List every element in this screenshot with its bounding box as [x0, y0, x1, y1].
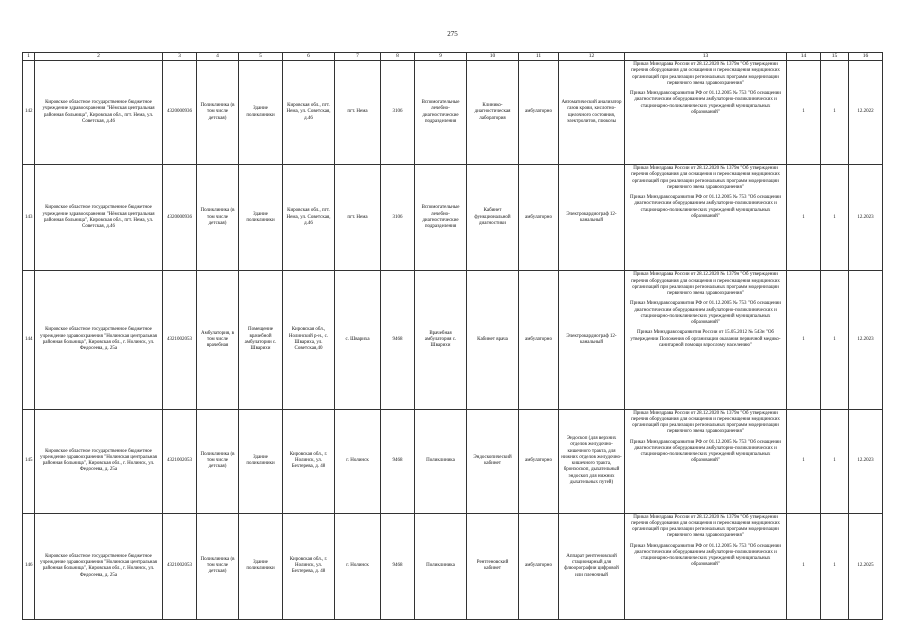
regulation-cell — [625, 165, 787, 271]
col-header: 16 — [849, 53, 883, 61]
unit-cell: Врачебная амбулатория с. Шварихи — [415, 271, 467, 409]
room-cell: Рентгеновский кабинет — [467, 513, 519, 619]
organization-cell: Кировское областное государственное бюджетное учреждение здравоохранения "Нолинская центральная районная больница", Кировская обл., г. Нолинск, ул. Федосеева, д. 25а — [35, 271, 163, 409]
regulation-text: Приказ Минздрава России от 28.12.2020 № 1379н "Об утверждении перечня оборудования для оснащения и переоснащения медицинских организаций при реализации региональных программ модернизации первичного звена здравоохранения" — [631, 62, 780, 86]
room-cell: Кабинет функциональной диагностики — [467, 165, 519, 271]
quantity-cell: 1 — [787, 271, 821, 409]
col-header: 8 — [381, 53, 415, 61]
row-number: 146 — [23, 513, 35, 619]
regulation-text: Приказ Минздравсоцразвития РФ от 01.12.2005 № 753 "Об оснащении диагностическим оборудованием амбулаторно-поликлинических и стационарно-поликлинических учреждений муниципальных образований" — [630, 301, 781, 326]
organization-cell: Кировское областное государственное бюджетное учреждение здравоохранения "Нёмская центральная районная больница", Кировская обл., пгт. Нема, ул. Советская, д.46 — [35, 61, 163, 165]
equipment-table — [22, 52, 883, 620]
facility-type-cell: Поликлиника (в том числе детская) — [197, 513, 239, 619]
regulation-text: Приказ Минздравсоцразвития России от 15.05.2012 № 543н "Об утверждении Положения об организации оказания первичной медико-санитарной помощи взрослому населению" — [630, 330, 781, 348]
row-number: 145 — [23, 409, 35, 513]
regulation-text: Приказ Минздравсоцразвития РФ от 01.12.2005 № 753 "Об оснащении диагностическим оборудованием амбулаторно-поликлинических и стационарно-поликлинических учреждений муниципальных образований" — [630, 91, 781, 115]
row-number: 144 — [23, 271, 35, 409]
col-header: 3 — [163, 53, 197, 61]
table-row — [23, 61, 883, 165]
quantity-cell: 1 — [787, 165, 821, 271]
facility-type-cell: Поликлиника (в том числе детская) — [197, 61, 239, 165]
address-cell: Кировская обл., пгт. Нема, ул. Советская, д.46 — [283, 61, 335, 165]
room-cell: Клинико-диагностическая лаборатория — [467, 61, 519, 165]
regulation-cell — [625, 409, 787, 513]
page-number: 275 — [447, 30, 458, 38]
col-header: 2 — [35, 53, 163, 61]
equipment-cell: Эндоскоп (для верхних отделов желудочно-кишечного тракта, для нижних отделов желудочно-кишечного тракта, бронхоскоп, дыхательный эндоскоп для нижних дыхательных путей) — [559, 409, 625, 513]
col-header: 12 — [559, 53, 625, 61]
inn-cell: 4321002053 — [163, 513, 197, 619]
equipment-cell: Электрокардиограф 12-канальный — [559, 271, 625, 409]
building-cell: Помещение врачебной амбулатории с. Шварихи — [239, 271, 283, 409]
col-header: 14 — [787, 53, 821, 61]
building-cell: Здание поликлиники — [239, 61, 283, 165]
facility-type-cell: Поликлиника (в том числе детская) — [197, 165, 239, 271]
regulation-text: Приказ Минздрава России от 28.12.2020 № 1379н "Об утверждении перечня оборудования для оснащения и переоснащения медицинских организаций при реализации региональных программ модернизации первичного звена здравоохранения" — [631, 410, 780, 435]
building-cell: Здание поликлиники — [239, 409, 283, 513]
room-cell: Эндоскопический кабинет — [467, 409, 519, 513]
quantity-cell: 1 — [787, 409, 821, 513]
date-cell: 12.2023 — [849, 271, 883, 409]
date-cell: 12.2023 — [849, 409, 883, 513]
facility-type-cell: Амбулатория, в том числе врачебная — [197, 271, 239, 409]
facility-type-cell: Поликлиника (в том числе детская) — [197, 409, 239, 513]
address-cell: Кировская обл., г. Нолинск, ул. Бехтерева, д. 48 — [283, 409, 335, 513]
table-row — [23, 513, 883, 619]
table-row — [23, 165, 883, 271]
col-header: 15 — [821, 53, 849, 61]
col-header: 10 — [467, 53, 519, 61]
building-cell: Здание поликлиники — [239, 513, 283, 619]
col-header: 1 — [23, 53, 35, 61]
inn-cell: 4320000936 — [163, 165, 197, 271]
code-cell: 3106 — [381, 61, 415, 165]
unit-cell: Поликлиника — [415, 513, 467, 619]
address-cell: Кировская обл., Нолинский р-н., с. Швариха, ул. Советская,40 — [283, 271, 335, 409]
col-header: 9 — [415, 53, 467, 61]
table-row — [23, 271, 883, 409]
quantity-cell: 1 — [821, 61, 849, 165]
organization-cell: Кировское областное государственное бюджетное учреждение здравоохранения "Нёмская центральная районная больница", Кировская обл., пгт. Нема, ул. Советская, д.46 — [35, 165, 163, 271]
regulation-text: Приказ Минздрава России от 28.12.2020 № 1379н "Об утверждении перечня оборудования для оснащения и переоснащения медицинских организаций при реализации региональных программ модернизации первичного звена здравоохранения" — [631, 272, 780, 297]
regulation-cell — [625, 61, 787, 165]
care-cell: амбулаторно — [519, 513, 559, 619]
inn-cell: 4321002053 — [163, 409, 197, 513]
quantity-cell: 1 — [787, 61, 821, 165]
regulation-text: Приказ Минздрава России от 28.12.2020 № 1379н "Об утверждении перечня оборудования для оснащения и переоснащения медицинских организаций при реализации региональных программ модернизации первичного звена здравоохранения" — [631, 166, 780, 190]
regulation-text: Приказ Минздравсоцразвития РФ от 01.12.2005 № 753 "Об оснащении диагностическим оборудованием амбулаторно-поликлинических и стационарно-поликлинических учреждений муниципальных образований" — [630, 195, 781, 219]
regulation-text: Приказ Минздравсоцразвития РФ от 01.12.2005 № 753 "Об оснащении диагностическим оборудованием амбулаторно-поликлинических и стационарно-поликлинических учреждений муниципальных образований" — [630, 543, 781, 568]
date-cell: 12.2025 — [849, 513, 883, 619]
unit-cell: Вспомогательные лечебно-диагностические подразделения — [415, 165, 467, 271]
settlement-cell: г. Нолинск — [335, 513, 381, 619]
unit-cell: Вспомогательные лечебно-диагностические подразделения — [415, 61, 467, 165]
code-cell: 9468 — [381, 271, 415, 409]
code-cell: 9468 — [381, 409, 415, 513]
quantity-cell: 1 — [821, 513, 849, 619]
inn-cell: 4320000936 — [163, 61, 197, 165]
row-number: 142 — [23, 61, 35, 165]
row-number: 143 — [23, 165, 35, 271]
col-header: 6 — [283, 53, 335, 61]
regulation-cell — [625, 271, 787, 409]
address-cell: Кировская обл., г. Нолинск, ул. Бехтерева, д. 48 — [283, 513, 335, 619]
organization-cell: Кировское областное государственное бюджетное учреждение здравоохранения "Нолинская центральная районная больница", Кировская обл., г. Нолинск, ул. Федосеева, д. 25а — [35, 409, 163, 513]
address-cell: Кировская обл., пгт. Нема, ул. Советская, д.46 — [283, 165, 335, 271]
col-header: 5 — [239, 53, 283, 61]
code-cell: 3106 — [381, 165, 415, 271]
col-header: 11 — [519, 53, 559, 61]
regulation-cell — [625, 513, 787, 619]
care-cell: амбулаторно — [519, 61, 559, 165]
quantity-cell: 1 — [821, 271, 849, 409]
equipment-cell: Электрокардиограф 12-канальный — [559, 165, 625, 271]
table-row — [23, 409, 883, 513]
settlement-cell: с. Швариха — [335, 271, 381, 409]
date-cell: 12.2023 — [849, 165, 883, 271]
care-cell: амбулаторно — [519, 271, 559, 409]
settlement-cell: пгт. Нема — [335, 165, 381, 271]
header-row — [23, 53, 883, 61]
room-cell: Кабинет врача — [467, 271, 519, 409]
quantity-cell: 1 — [821, 409, 849, 513]
care-cell: амбулаторно — [519, 409, 559, 513]
regulation-text: Приказ Минздрава России от 28.12.2020 № 1379н "Об утверждении перечня оборудования для оснащения и переоснащения медицинских организаций при реализации региональных программ модернизации первичного звена здравоохранения" — [631, 514, 780, 539]
building-cell: Здание поликлиники — [239, 165, 283, 271]
inn-cell: 4321002053 — [163, 271, 197, 409]
care-cell: амбулаторно — [519, 165, 559, 271]
quantity-cell: 1 — [787, 513, 821, 619]
equipment-cell: Автоматический анализатор газов крови, кислотно-щелочного состояния, электролитов, глюкозы — [559, 61, 625, 165]
settlement-cell: г. Нолинск — [335, 409, 381, 513]
col-header: 7 — [335, 53, 381, 61]
organization-cell: Кировское областное государственное бюджетное учреждение здравоохранения "Нолинская центральная районная больница", Кировская обл., г. Нолинск, ул. Федосеева, д. 25а — [35, 513, 163, 619]
col-header: 13 — [625, 53, 787, 61]
equipment-cell: Аппарат рентгеновский стационарный для флюорографии цифровой или пленочный — [559, 513, 625, 619]
settlement-cell: пгт. Нема — [335, 61, 381, 165]
col-header: 4 — [197, 53, 239, 61]
date-cell: 12.2022 — [849, 61, 883, 165]
unit-cell: Поликлиника — [415, 409, 467, 513]
code-cell: 9468 — [381, 513, 415, 619]
regulation-text: Приказ Минздравсоцразвития РФ от 01.12.2005 № 753 "Об оснащении диагностическим оборудованием амбулаторно-поликлинических и стационарно-поликлинических учреждений муниципальных образований" — [630, 439, 781, 464]
quantity-cell: 1 — [821, 165, 849, 271]
